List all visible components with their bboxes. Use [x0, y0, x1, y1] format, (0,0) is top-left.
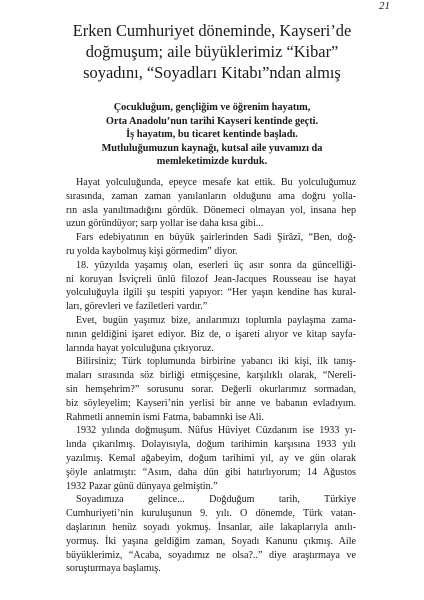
text-line: larında hayat yolculuğuna çıkıyoruz. — [66, 342, 214, 354]
text-line: ni koruyan İsviçreli ünlü filozof Jean-Jacques Rousseau ise hayat — [66, 273, 356, 285]
chapter-title-line: Erken Cumhuriyet döneminde, Kayseri’de — [72, 21, 352, 40]
text-line: rın asla yanıltmadığını gördük. Dönemeci olmayan yol, insana hep — [66, 204, 356, 216]
text-line: daşlarının henüz soyadı yokmuş. İnsanlar, aile lakaplarıyla anılı- — [66, 521, 356, 533]
text-line: Soyadımıza gelince... Doğduğum tarih, Türkiye — [76, 494, 356, 506]
paragraph — [66, 259, 356, 314]
paragraph — [66, 231, 356, 259]
text-line: Hayat yolculuğunda, epeyce mesafe kat ettik. Bu yolculuğumuz — [76, 177, 356, 188]
text-line: yazılmış. Kemal ağabeyim, doğum tarihimi yıl, ay ve gün olarak — [66, 452, 356, 464]
summary-line: Orta Anadolu’nun tarihi Kayseri kentinde geçti. — [105, 115, 319, 127]
text-line: uzun göründüyor; sarp yollar ise daha kısa gibi... — [66, 218, 264, 230]
text-line: Rahmetli annemin ismi Fatma, babamnki ise Ali. — [66, 411, 264, 423]
text-line: Evet, bugün yaşımız bize, anılarımızı toplumla paylaşma zama- — [76, 314, 356, 326]
chapter-title — [36, 20, 388, 83]
text-line: sırasında, zaman zaman yanılanların olduğunu ama doğru yolla- — [66, 190, 356, 202]
text-line: 1932 Pazar günü dünyaya gelmiştin.” — [66, 480, 218, 492]
text-line: soruşturmaya başlamış. — [66, 563, 161, 575]
paragraph — [66, 314, 356, 355]
paragraph — [66, 424, 356, 493]
paragraph — [66, 493, 356, 576]
text-line: lında çıkarılmış. Dolayısıyla, doğum tarihimin karşısına 1933 yılı — [66, 439, 356, 451]
text-line: ru yolda kaybolmuş kişi görmedim” diyor. — [66, 245, 238, 257]
text-line: Fars edebiyatının en büyük şairlerinden Sadi Şirâzî, “Ben, doğ- — [76, 232, 356, 244]
chapter-title-line: doğmuşum; aile büyüklerimiz “Kibar” — [85, 42, 339, 61]
text-line: maları sırasında söz birliği etmişçesine, karşılıklı olarak, “Nereli- — [66, 370, 356, 382]
paragraph — [66, 176, 356, 231]
text-line: yormuş. İki yaşına geldiğim zaman, Soyadı Kanunu çıkmış. Aile — [66, 535, 356, 547]
chapter-summary — [56, 101, 368, 169]
summary-line: İş hayatım, bu ticaret kentinde başladı. — [126, 129, 298, 141]
summary-line: Mutluluğumuzun kaynağı, kutsal aile yuvamızı da — [101, 142, 323, 154]
text-line: 1932 yılında doğmuşum. Nüfus Hüviyet Cüzdanım ise 1933 yı- — [76, 425, 356, 437]
paragraph — [66, 355, 356, 424]
text-line: yolculuğuyla ilgili şu tespiti yapıyor: “Her yaşın kendine has kural- — [66, 287, 356, 299]
text-line: Bilirsiniz; Türk toplumunda birbirine yabancı iki kişi, ilk tanış- — [76, 356, 356, 368]
text-line: ları, görevleri ve faziletleri vardır.” — [66, 301, 208, 313]
text-line: büyüklerimiz, “Acaba, soyadımız ne olsa?..” diye araştırmaya ve — [66, 549, 356, 561]
text-line: biz söyleyelim; Kayseri’nin yerlisi bir anne ve babanın evladıyım. — [66, 397, 356, 409]
body-text — [66, 176, 356, 576]
text-line: Cumhuriyeti’nin kuruluşunun 9. yılı. O dönemde, Türk vatan- — [66, 508, 356, 520]
text-line: şöyle anlatmıştı: “Asım, daha dün gibi hatırlıyorum; 14 Ağustos — [66, 466, 356, 478]
text-line: 18. yüzyılda yaşamış olan, eserleri üç asır sonra da güncelliği- — [76, 259, 356, 271]
text-line: sin hemşehrim?” sorusunu sorar. Değerli okurlarımız sormadan, — [66, 383, 356, 395]
chapter-title-line: soyadını, “Soyadları Kitabı”ndan almış — [83, 63, 341, 82]
page-number: 21 — [379, 0, 390, 12]
summary-line: Çocukluğum, gençliğim ve öğrenim hayatım, — [113, 102, 311, 113]
summary-line: memleketimizde kurduk. — [156, 156, 268, 168]
text-line: nının geldiğini işaret ediyor. Biz de, o işareti alıyor ve kitap sayfa- — [66, 328, 356, 340]
